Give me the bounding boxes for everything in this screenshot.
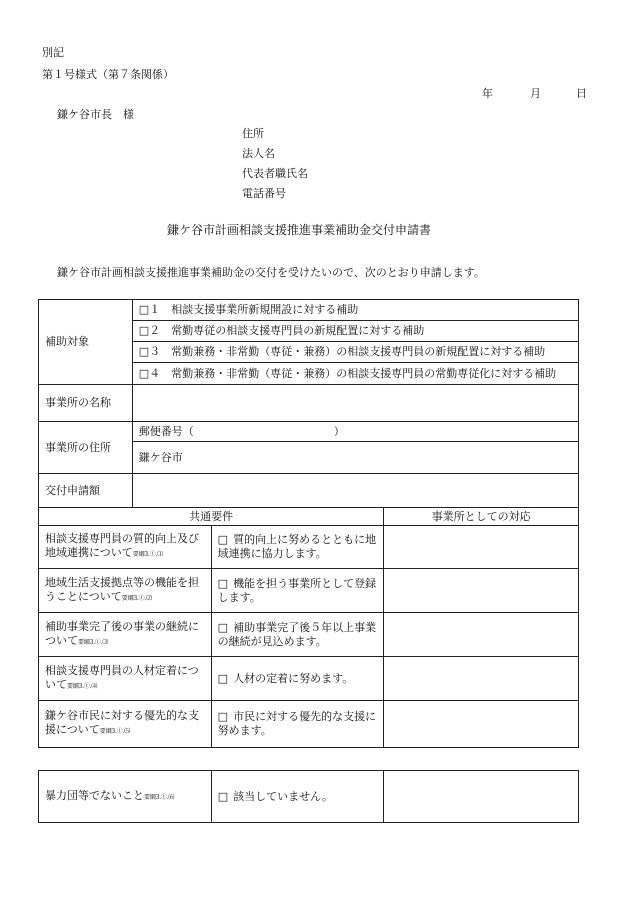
requirement-statement[interactable]: □ 質的向上に努めるとともに地域連携に協力します。 [211,526,384,569]
checkbox-icon[interactable]: □ [217,533,229,546]
requirement-statement[interactable]: □ 市民に対する優先的な支援に努めます。 [211,701,384,748]
common-requirements-header: 共通要件 [39,508,384,526]
applicant-field: 法人名 [242,147,275,160]
form-number: 第１号様式（第７条関係） [42,68,174,81]
date-year: 年 [482,87,493,100]
document-title: 鎌ケ谷市計画相談支援推進事業補助金交付申請書 [167,223,432,237]
requirement-statement[interactable]: □ 人材の定着に努めます。 [211,657,384,701]
antisocial-response-field[interactable] [384,771,579,823]
postal-prefix: 郵便番号（ [138,424,194,438]
target-option[interactable]: □１ 相談支援事業所新規開設に対する補助 [132,300,578,321]
requirement-title: 相談支援専門員の人材定着について要綱3.①.⑷ [39,657,212,701]
office-name-field[interactable] [132,385,578,422]
response-field[interactable] [384,657,579,701]
requirement-statement[interactable]: □ 機能を担う事業所として登録します。 [211,569,384,613]
postal-code-field[interactable] [132,422,578,442]
postal-suffix: ） [333,424,345,438]
appendix-label: 別記 [42,46,64,59]
application-table [38,299,579,748]
response-field[interactable] [384,526,579,569]
amount-label: 交付申請額 [39,474,133,508]
checkbox-icon[interactable]: □ [217,576,229,590]
checkbox-icon[interactable]: □ [217,671,229,685]
requirement-title: 相談支援専門員の質的向上及び地域連携について要綱3.①.⑴ [39,526,212,569]
office-address-label: 事業所の住所 [39,422,133,474]
response-field[interactable] [384,569,579,613]
target-option[interactable]: □３ 常勤兼務・非常勤（専従・兼務）の相談支援専門員の新規配置に対する補助 [132,342,578,363]
office-name-label: 事業所の名称 [39,385,133,422]
checkbox-icon[interactable]: □ [217,710,229,723]
date-day: 日 [576,87,587,100]
address-field[interactable] [132,442,578,474]
addressee: 鎌ケ谷市長 様 [57,108,134,121]
intro-text: 鎌ケ谷市計画相談支援推進事業補助金の交付を受けたいので、次のとおり申請します。 [57,266,485,279]
target-option[interactable]: □４ 常勤兼務・非常勤（専従・兼務）の相談支援専門員の常勤専従化に対する補助 [132,363,578,385]
antisocial-title: 暴力団等でないこと要綱3.①.⑹ [39,771,212,823]
target-label: 補助対象 [39,300,133,385]
applicant-field: 住所 [242,127,264,140]
applicant-field: 電話番号 [242,187,286,200]
response-field[interactable] [384,613,579,657]
antisocial-table [38,770,579,823]
checkbox-icon[interactable]: □ [217,620,229,634]
applicant-field: 代表者職氏名 [242,167,308,180]
response-header: 事業所としての対応 [384,508,579,526]
antisocial-statement[interactable]: □ 該当していません。 [211,771,384,823]
response-field[interactable] [384,701,579,748]
requirement-title: 地域生活支援拠点等の機能を担うことについて要綱3.①.⑵ [39,569,212,613]
target-option[interactable]: □２ 常勤専従の相談支援専門員の新規配置に対する補助 [132,321,578,342]
amount-field[interactable] [132,474,578,508]
requirement-title: 補助事業完了後の事業の継続について要綱3.①.⑶ [39,613,212,657]
date-month: 月 [530,87,541,100]
requirement-title: 鎌ケ谷市民に対する優先的な支援について要綱3.①.⑸ [39,701,212,748]
requirement-statement[interactable]: □ 補助事業完了後５年以上事業の継続が見込めます。 [211,613,384,657]
city-name: 鎌ケ谷市 [138,450,183,464]
checkbox-icon[interactable]: □ [217,789,229,803]
